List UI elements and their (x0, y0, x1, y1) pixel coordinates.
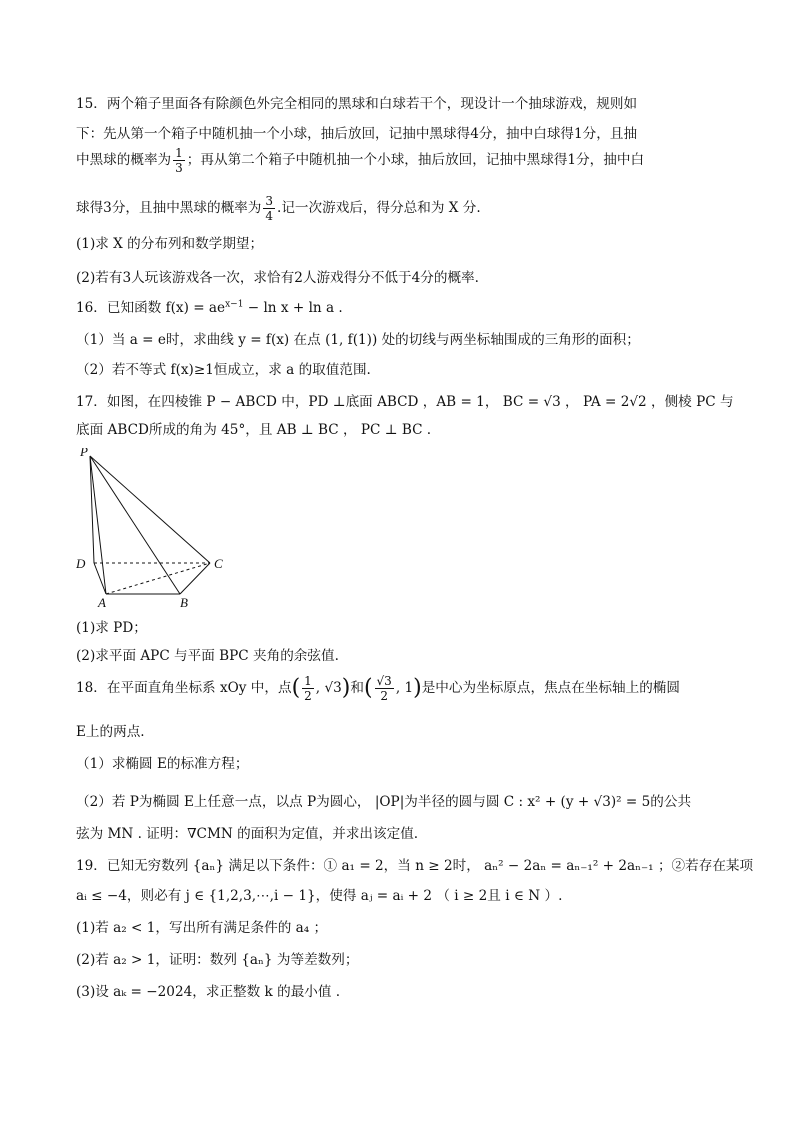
q19-part3: (3)设 aₖ = −2024，求正整数 k 的最小值 . (76, 984, 341, 1000)
q16-line1 (76, 296, 343, 316)
q15-line4 (76, 194, 481, 223)
frac-num: 1 (175, 146, 183, 160)
fraction-3-4 (263, 194, 275, 223)
frac-num: √3 (376, 674, 392, 688)
point1-rest: , √3 (315, 680, 342, 696)
frac-den: 3 (175, 161, 183, 175)
q19-part1: (1)若 a₂ < 1，写出所有满足条件的 a₄ ； (76, 920, 328, 936)
q18-and: 和 (350, 680, 364, 696)
pyramid-figure (76, 448, 256, 608)
q19-line2: aᵢ ≤ −4，则必有 j ∈ {1,2,3,⋯,i − 1}，使得 aⱼ = aᵢ + 2 （ i ≥ 2且 i ∈ N ）. (76, 888, 563, 904)
q15-line3-a: 中黑球的概率为 (76, 152, 172, 168)
label-A: A (98, 595, 106, 608)
q15-line3 (76, 146, 644, 175)
point2-fraction (375, 674, 394, 703)
frac-num: 3 (265, 194, 274, 208)
q16-exponent: x−1 (225, 299, 244, 310)
frac-den: 2 (304, 689, 312, 703)
frac-den: 4 (265, 209, 274, 223)
q18-line1-b: 是中心为坐标原点，焦点在坐标轴上的椭圆 (421, 680, 680, 696)
edge-PC (90, 456, 210, 563)
q15-line4-a: 球得3分，且抽中黑球的概率为 (76, 200, 262, 216)
q18-part2: （2）若 P为椭圆 E上任意一点，以点 P为圆心， |OP|为半径的圆与圆 C : x² + (y + √3)² = 5的公共 (76, 794, 692, 810)
q19-part2: (2)若 a₂ > 1，证明：数列 {aₙ} 为等差数列； (76, 952, 359, 968)
q15-line3-b: ；再从第二个箱子中随机抽一个小球，抽后放回，记抽中黑球得1分，抽中白 (186, 152, 645, 168)
q18-line1-a: 18．在平面直角坐标系 xOy 中，点 (76, 680, 292, 696)
frac-den: 2 (380, 689, 388, 703)
label-B: B (180, 595, 188, 608)
q15-part2: (2)若有3人玩该游戏各一次，求恰有2人游戏得分不低于4分的概率. (76, 270, 479, 286)
fraction-1-3 (173, 146, 185, 175)
q18-part2b: 弦为 MN . 证明：∇CMN 的面积为定值，并求出该定值. (76, 826, 419, 842)
q15-part1: (1)求 X 的分布列和数学期望； (76, 236, 264, 252)
q18-part1: （1）求椭圆 E的标准方程； (76, 756, 249, 772)
point1-fraction (302, 674, 314, 703)
q15-line4-b: .记一次游戏后，得分总和为 X 分. (277, 200, 481, 216)
q16-part1: （1）当 a = e时，求曲线 y = f(x) 在点 (1, f(1)) 处的切线与两坐标轴围成的三角形的面积； (76, 332, 640, 348)
point2-rest: , 1 (395, 680, 414, 696)
q18-line2: E上的两点. (76, 724, 145, 740)
label-C: C (214, 556, 223, 571)
q19-line1: 19．已知无穷数列 {aₙ} 满足以下条件：① a₁ = 2，当 n ≥ 2时， aₙ² − 2aₙ = aₙ₋₁² + 2aₙ₋₁ ；②若存在某项 (76, 858, 754, 874)
label-P: P (80, 448, 88, 459)
q18-line1: 18．在平面直角坐标系 xOy 中，点( $\frac{1}{2}$ , √3)和( $\frac{√3}{2}$ , 1)是中心为坐标原点，焦点在坐标轴上的椭圆 (76, 674, 680, 703)
q17-line1: 17．如图，在四棱锥 P − ABCD 中，PD ⊥底面 ABCD ，AB = 1， BC = √3 ， PA = 2√2 ，侧棱 PC 与 (76, 394, 734, 410)
frac-num: 1 (304, 674, 312, 688)
q17-line2: 底面 ABCD所成的角为 45°，且 AB ⊥ BC ， PC ⊥ BC . (76, 422, 432, 438)
q16-line1-a: 16．已知函数 f(x) = ae (76, 300, 226, 316)
q15-line2: 下：先从第一个箱子中随机抽一个小球，抽后放回，记抽中黑球得4分，抽中白球得1分，且抽 (76, 126, 638, 142)
q16-line1-b: − ln x + ln a . (243, 300, 343, 316)
label-D: D (76, 556, 86, 571)
q16-part2: （2）若不等式 f(x)≥1恒成立，求 a 的取值范围. (76, 362, 371, 378)
q17-part1: (1)求 PD； (76, 620, 147, 636)
q15-line1: 15．两个箱子里面各有除颜色外完全相同的黑球和白球若干个，现设计一个抽球游戏，规则如 (76, 96, 638, 112)
q17-part2: (2)求平面 APC 与平面 BPC 夹角的余弦值. (76, 648, 339, 664)
